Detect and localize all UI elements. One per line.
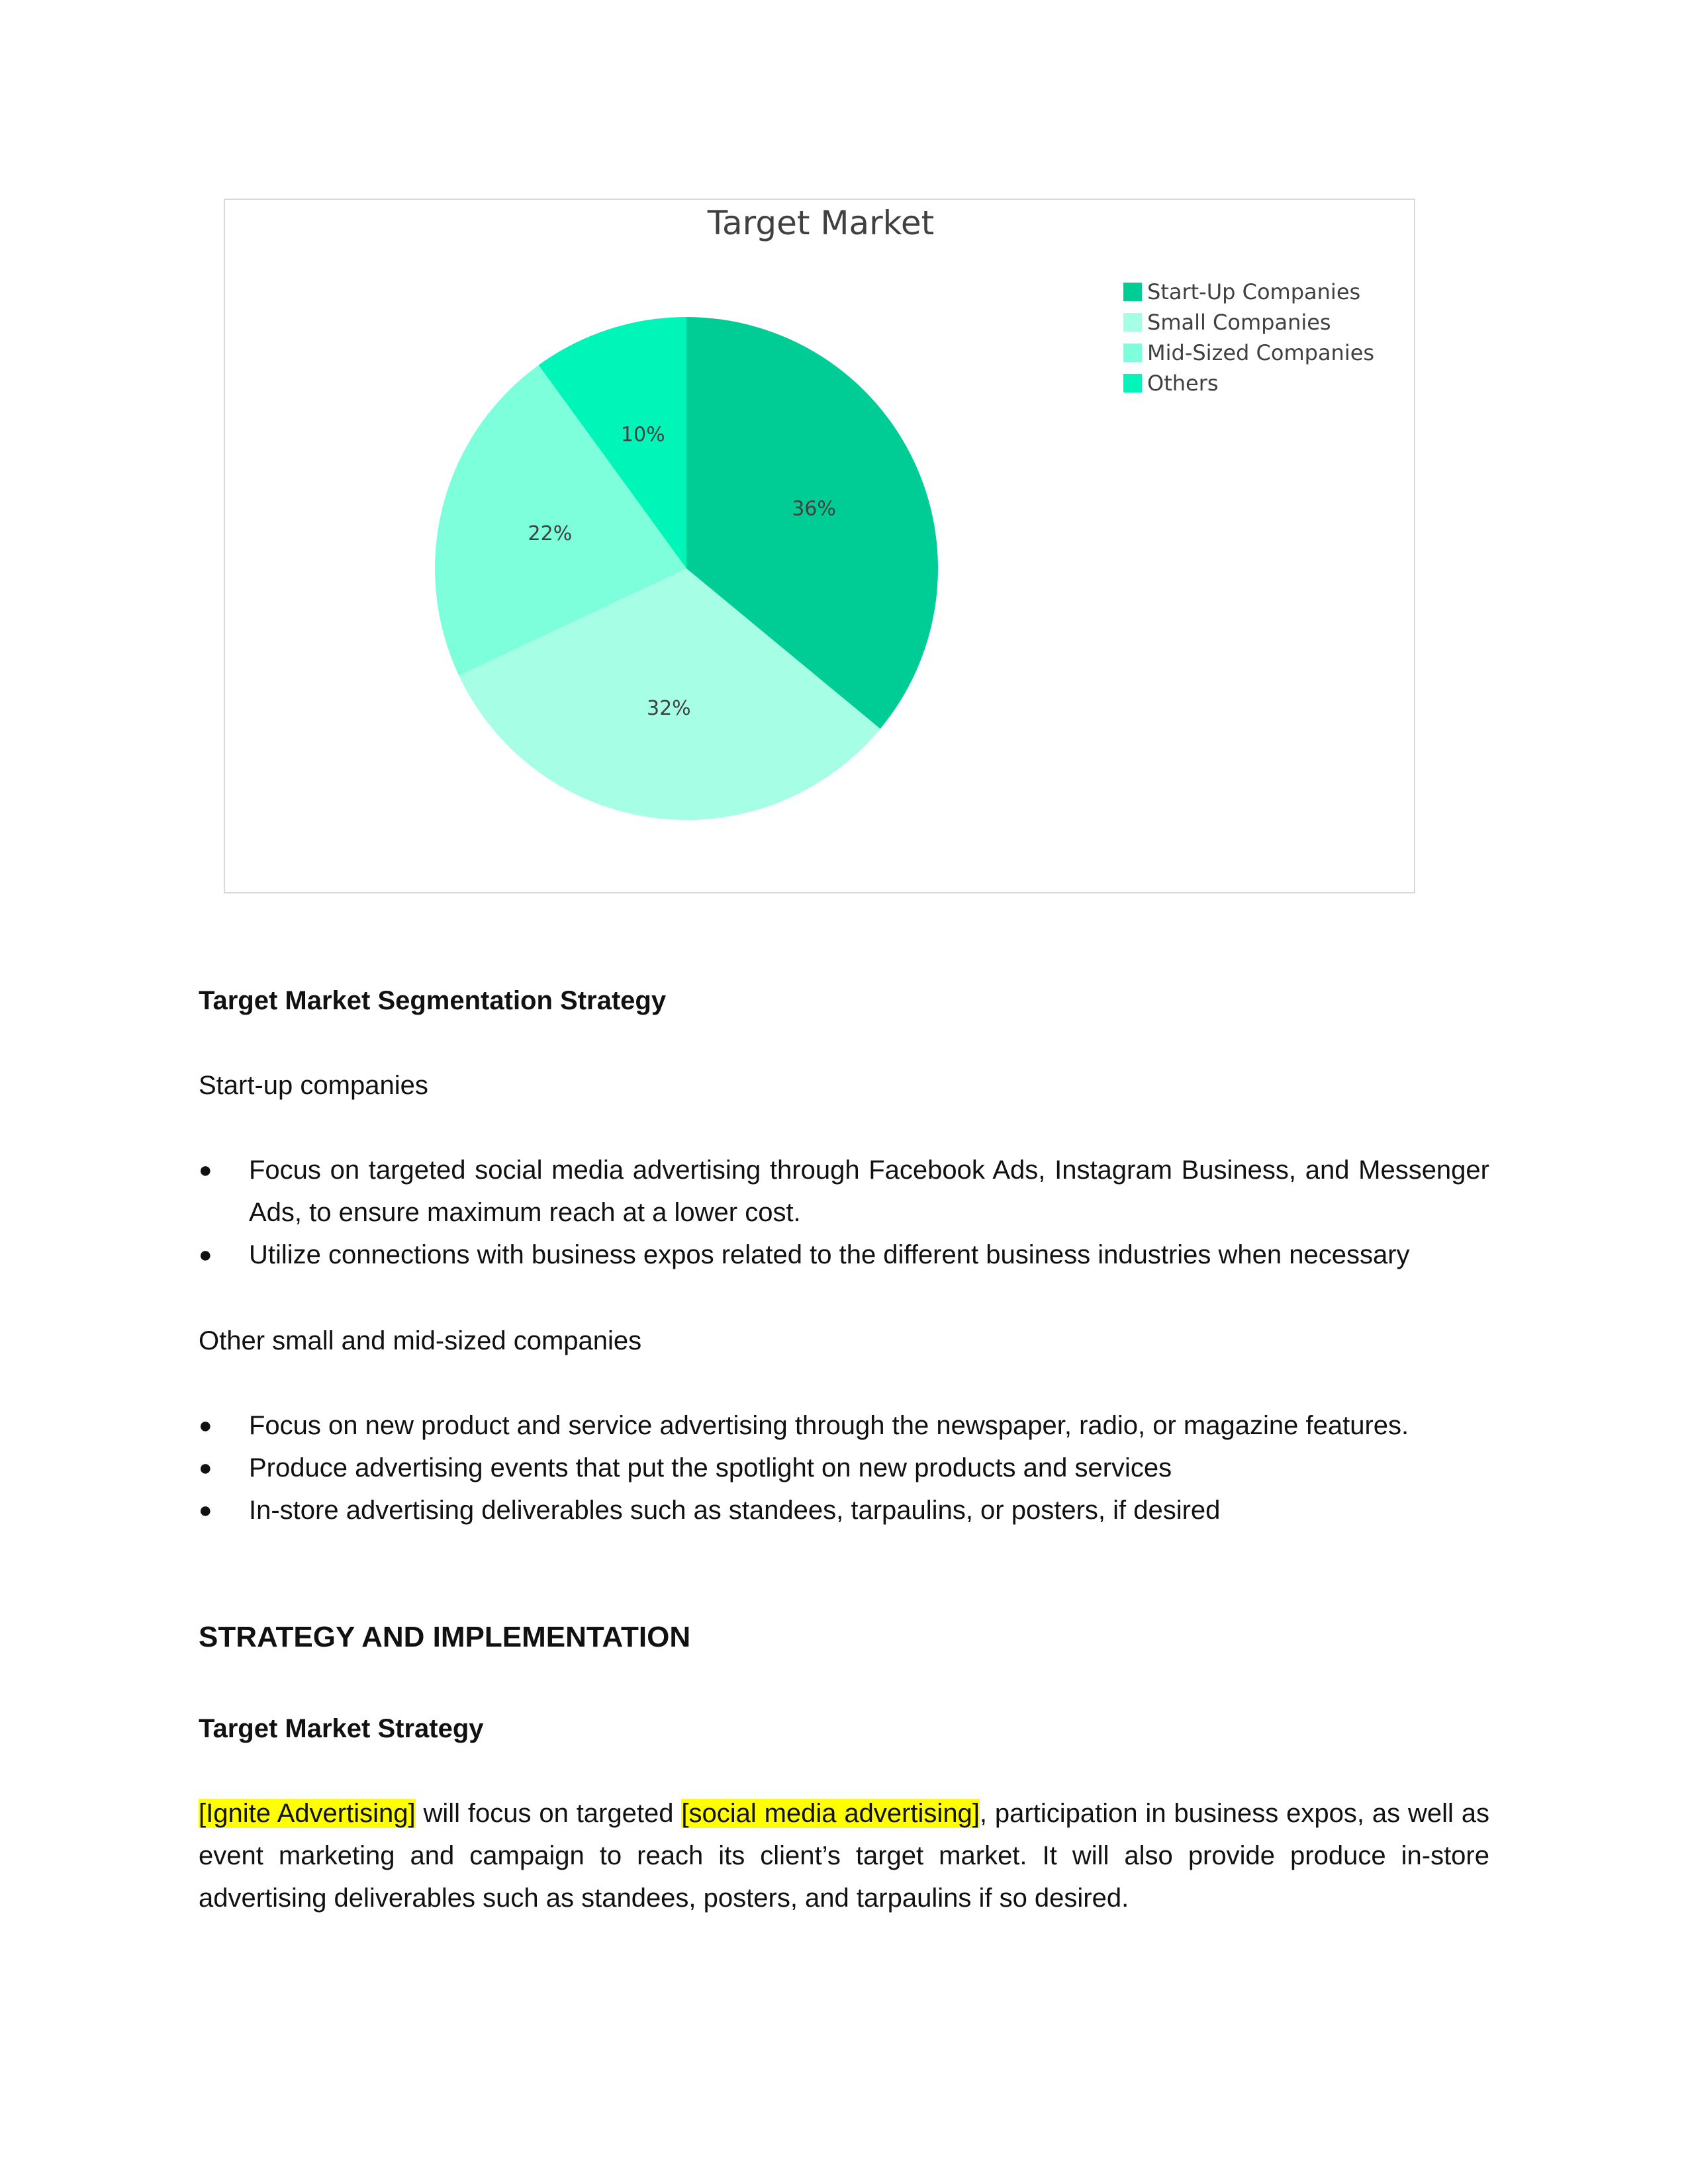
list-item: ● Produce advertising events that put the spotlight on new products and services	[199, 1447, 1489, 1489]
list-item: ● Utilize connections with business expos related to the different business industries when necessary	[199, 1234, 1489, 1276]
other-companies-heading: Other small and mid-sized companies	[199, 1326, 642, 1355]
legend-entry: Small Companies	[1147, 310, 1331, 335]
strategy-implementation-heading: STRATEGY AND IMPLEMENTATION	[199, 1621, 691, 1653]
data-label: 32%	[646, 697, 691, 721]
highlighted-channel: [social media advertising]	[681, 1799, 980, 1828]
legend-swatch	[1123, 374, 1142, 392]
legend-swatch	[1123, 313, 1142, 332]
paragraph-text: will focus on targeted	[415, 1799, 682, 1828]
startup-heading: Start-up companies	[199, 1071, 428, 1100]
list-item: ● Focus on targeted social media advertising through Facebook Ads, Instagram Business, and Messenger Ads, to ensure maximum reach at a lower cost.	[199, 1149, 1489, 1234]
target-market-strategy-heading: Target Market Strategy	[199, 1714, 484, 1743]
strategy-paragraph	[199, 1792, 1489, 1919]
list-item: ● In-store advertising deliverables such as standees, tarpaulins, or posters, if desired	[199, 1489, 1489, 1531]
legend-entry: Others	[1147, 371, 1219, 396]
chart-title: Target Market	[707, 204, 935, 242]
data-label: 10%	[620, 423, 665, 447]
data-label: 36%	[792, 497, 836, 521]
segmentation-heading: Target Market Segmentation Strategy	[199, 986, 667, 1015]
pie-chart	[225, 200, 1417, 895]
paragraph-text: , participation in business expos, as well as event marketing and campaign to reach its client’s target market. It will also provide produce in-store advertising deliverables such as standees, posters, and tarpaulins if so desired.	[199, 1799, 1489, 1913]
legend-swatch	[1123, 343, 1142, 362]
list-item: ● Focus on new product and service advertising through the newspaper, radio, or magazine features.	[199, 1404, 1489, 1447]
data-label: 22%	[528, 522, 573, 546]
startup-bullet-list	[199, 1149, 1489, 1276]
legend-entry: Mid-Sized Companies	[1147, 340, 1375, 365]
legend-entry: Start-Up Companies	[1147, 279, 1361, 304]
pie-chart-container	[224, 199, 1415, 893]
legend-swatch	[1123, 283, 1142, 301]
highlighted-company-name: [Ignite Advertising]	[199, 1799, 416, 1828]
other-bullet-list	[199, 1404, 1489, 1531]
